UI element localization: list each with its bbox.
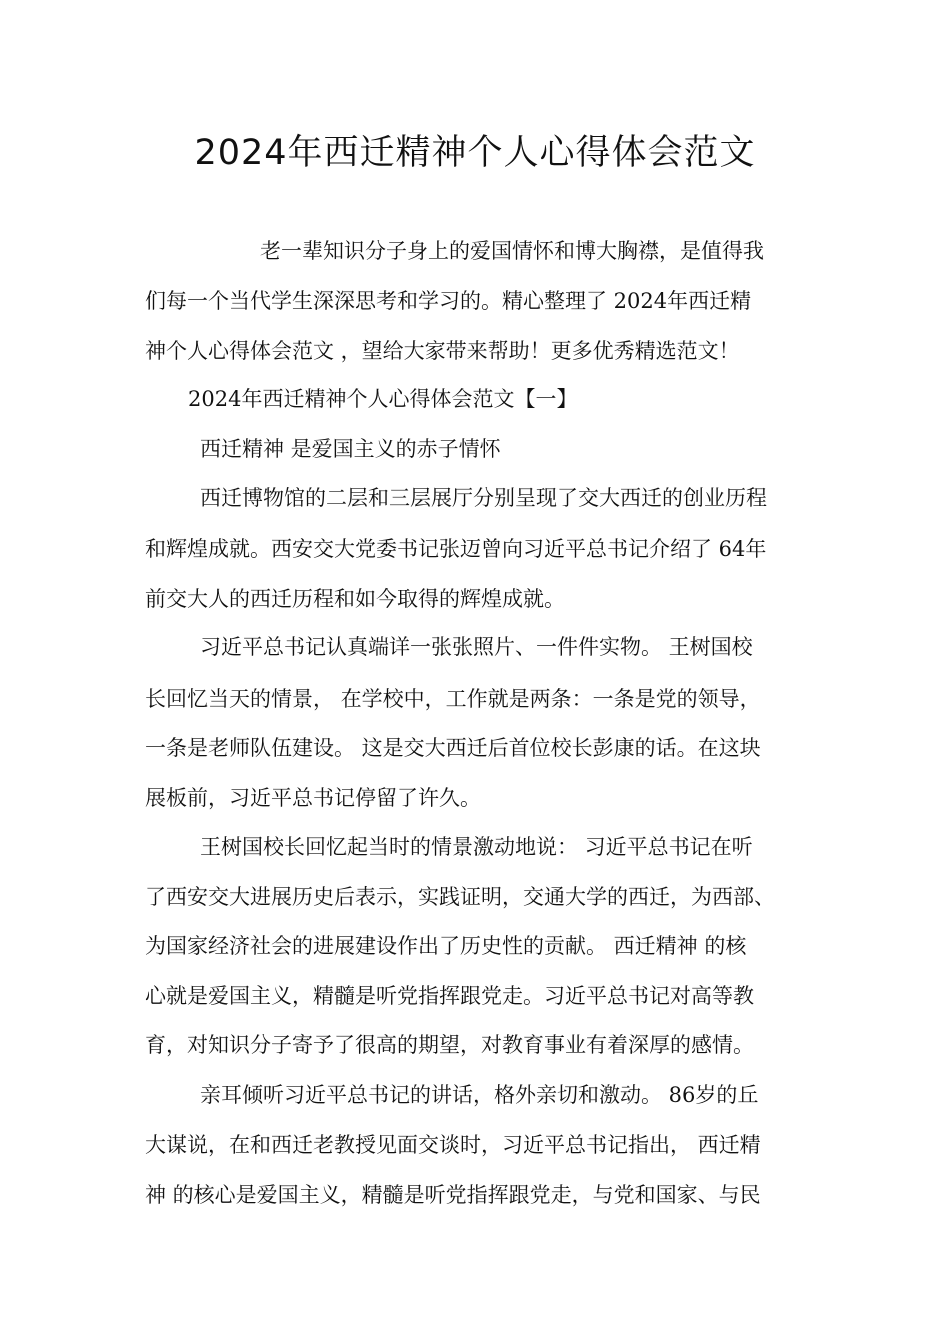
paragraph-line: 大谋说，在和西迁老教授见面交谈时，习近平总书记指出， 西迁精 [145, 1133, 761, 1157]
paragraph-line: 心就是爱国主义，精髓是听党指挥跟党走。习近平总书记对高等教 [145, 984, 754, 1008]
paragraph-line: 们每一个当代学生深深思考和学习的。精心整理了 2024年西迁精 [145, 289, 752, 313]
paragraph-line: 神个人心得体会范文 ，望给大家带来帮助！更多优秀精选范文！ [145, 339, 740, 363]
paragraph-line: 了西安交大进展历史后表示，实践证明，交通大学的西迁，为西部、 [145, 885, 775, 909]
paragraph-line: 为国家经济社会的进展建设作出了历史性的贡献。 西迁精神 的核 [145, 934, 747, 958]
paragraph-line: 育，对知识分子寄予了很高的期望，对教育事业有着深厚的感情。 [145, 1033, 754, 1057]
paragraph-line: 神 的核心是爱国主义，精髓是听党指挥跟党走，与党和国家、与民 [145, 1183, 761, 1207]
paragraph-line: 西迁博物馆的二层和三层展厅分别呈现了交大西迁的创业历程 [200, 486, 767, 510]
paragraph-line: 王树国校长回忆起当时的情景激动地说： 习近平总书记在听 [200, 835, 753, 859]
subheading: 西迁精神 是爱国主义的赤子情怀 [200, 437, 501, 461]
paragraph-line: 习近平总书记认真端详一张张照片、一件件实物。 王树国校 [200, 635, 753, 659]
paragraph-line: 老一辈知识分子身上的爱国情怀和博大胸襟，是值得我 [260, 239, 764, 263]
paragraph-line: 和辉煌成就。西安交大党委书记张迈曾向习近平总书记介绍了 64年 [145, 537, 767, 561]
section-heading: 2024年西迁精神个人心得体会范文【一】 [188, 387, 578, 411]
paragraph-line: 展板前，习近平总书记停留了许久。 [145, 786, 481, 810]
paragraph-line: 前交大人的西迁历程和如今取得的辉煌成就。 [145, 587, 565, 611]
paragraph-line: 长回忆当天的情景， 在学校中，工作就是两条：一条是党的领导， [145, 687, 761, 711]
document-title: 2024年西迁精神个人心得体会范文 [194, 133, 756, 173]
paragraph-line: 一条是老师队伍建设。 这是交大西迁后首位校长彭康的话。在这块 [145, 736, 761, 760]
paragraph-line: 亲耳倾听习近平总书记的讲话，格外亲切和激动。 86岁的丘 [200, 1083, 759, 1107]
